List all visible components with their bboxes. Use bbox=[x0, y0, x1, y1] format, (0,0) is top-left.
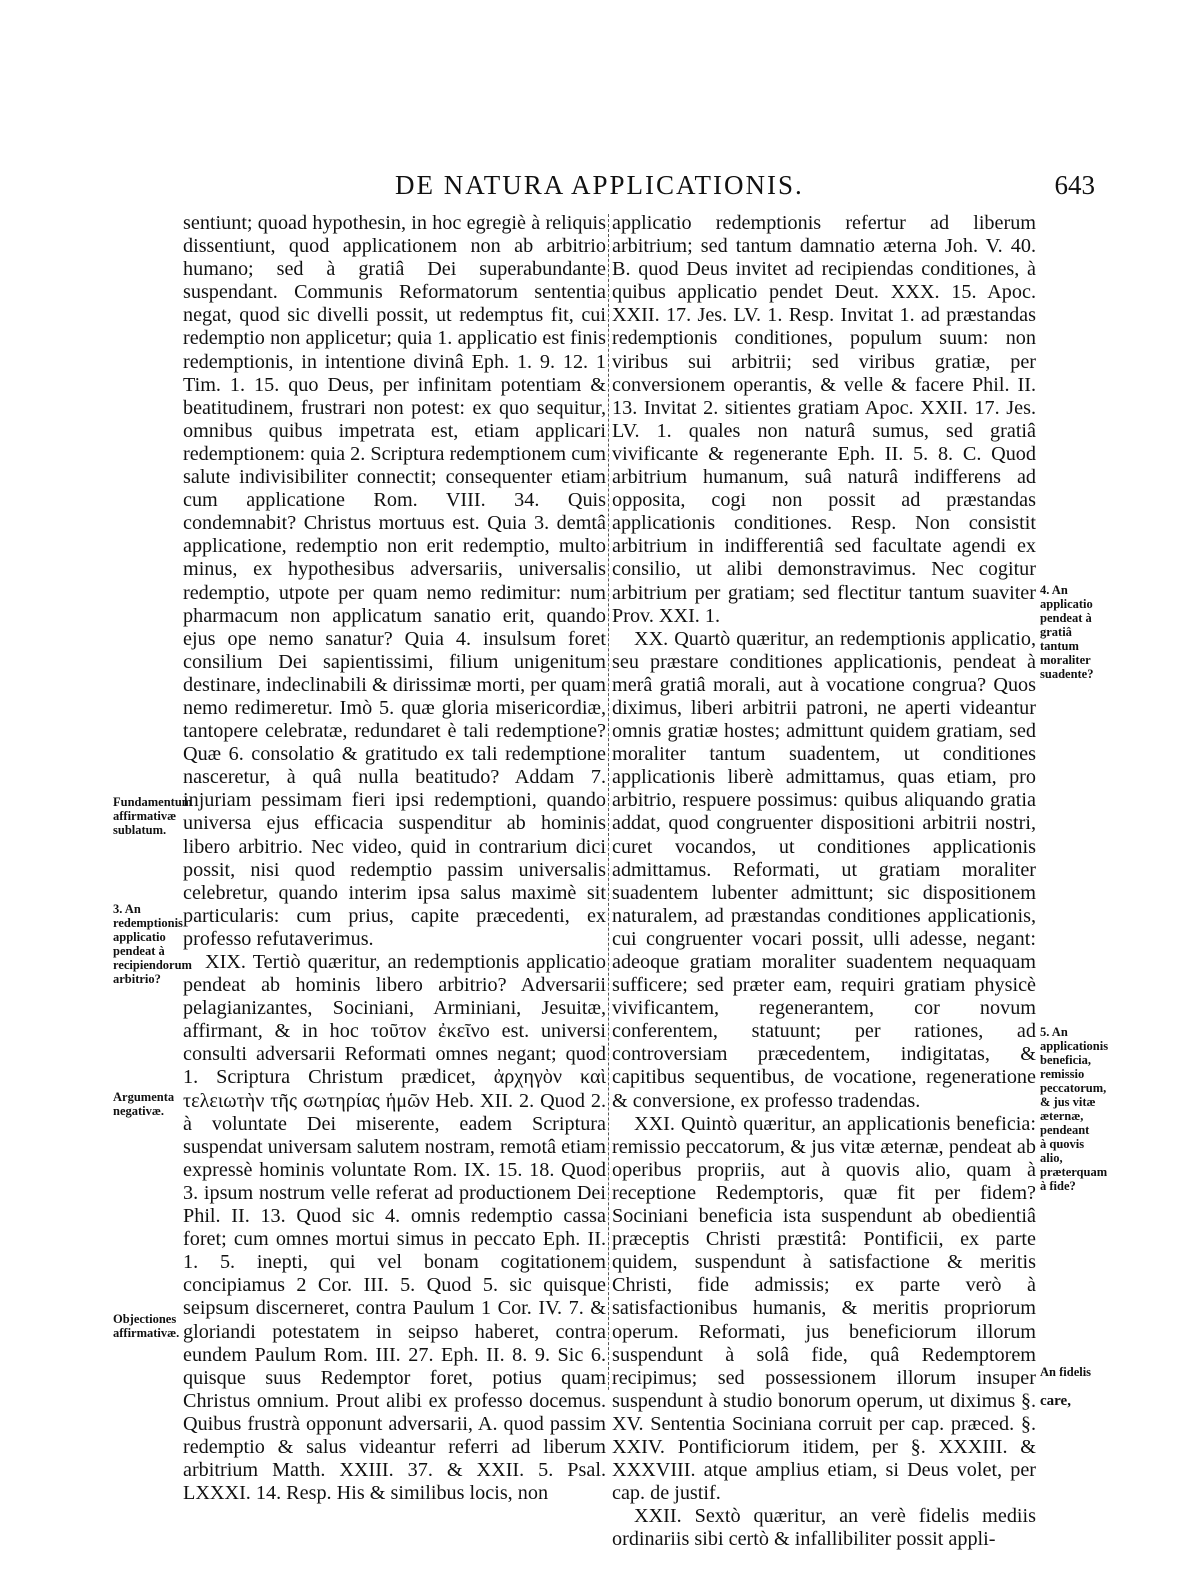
page-header bbox=[395, 170, 1095, 210]
body-paragraph: applicatio redemptionis refertur ad liberum arbitrium; sed tantum damnatio æterna Joh. V. 40. B. quod Deus invitet ad recipiendas conditiones, à quibus applicatio pendet Deut. XXX. 15. Apoc. XXII. 17. Jes. LV. 1. Resp. Invitat 1. ad præstandas redemptionis conditiones, populum suum: non viribus sui arbitrii; sed viribus gratiæ, per conversionem operantis, & velle & facere Phil. II. 13. Invitat 2. sitientes gratiam Apoc. XXII. 17. Jes. LV. 1. quales non naturâ sumus, sed gratiâ vivificante & regenerante Eph. II. 5. 8. C. Quod arbitrium humanum, suâ naturâ indifferens ad opposita, cogi non possit ad præstandas applicationis conditiones. Resp. Non consistit arbitrium in indifferentiâ sed facultate agendi ex consilio, ut alibi demonstravimus. Nec cogitur arbitrium per gratiam; sed flectitur tantum suaviter Prov. XXI. 1. bbox=[612, 212, 1036, 627]
body-paragraph: XXII. Sextò quæritur, an verè fidelis mediis ordinariis sibi certò & infallibiliter possit appli- bbox=[612, 1505, 1036, 1551]
body-paragraph: sentiunt; quoad hypothesin, in hoc egregiè à reliquis dissentiunt, quod applicationem non ab arbitrio humano; sed à gratiâ Dei superabundante suspendant. Communis Reformatorum sententia negat, quod sic divelli possit, ut redemptus fit, cui redemptio non applicetur; quia 1. applicatio est finis redemptionis, in intentione divinâ Eph. 1. 9. 12. 1 Tim. 1. 15. quo Deus, per infinitam potentiam & beatitudinem, frustrari non potest: ex quo sequitur, omnibus quibus impetrata est, etiam applicari redemptionem: quia 2. Scriptura redemptionem cum salute indivisibiliter connectit; consequenter etiam cum applicatione Rom. VIII. 34. Quis condemnabit? Christus mortuus est. Quia 3. demtâ applicatione, redemptio non erit redemptio, multo minus, ex hypothesibus adversariis, universalis redemptio, utpote per quam nemo redimitur: num pharmacum non applicatum sanatio erit, quando ejus ope nemo sanatur? Quia 4. insulsum foret consilium Dei sapientissimi, filium unigenitum destinare, indeclinabili & dirissimæ morti, per quam nemo redimeretur. Imò 5. quæ gloria misericordiæ, tantopere celebratæ, redundaret è tali redemptione? Quæ 6. consolatio & gratitudo ex tali redemptione nasceretur, à quâ nulla beatitudo? Addam 7. injuriam pessimam fieri ipsi redemptioni, quando universa ejus efficacia suspenditur ab hominis libero arbitrio. Nec video, quid in contrarium dici possit, nisi quod redemptio passim universalis celebretur, quando interim ipsa salus maximè sit particularis: cum prius, capite præcedenti, ex professo refutaverimus. bbox=[183, 212, 606, 950]
margin-note: An fidelis bbox=[1040, 1365, 1092, 1379]
catchword: care, bbox=[1040, 1393, 1071, 1409]
body-paragraph: XXI. Quintò quæritur, an applicationis beneficia: remissio peccatorum, & jus vitæ æternæ, pendeat ab operibus propriis, aut à quovis alio, quam à receptione Redemptoris, quæ fit per fidem? Sociniani beneficia ista suspendunt ab obedientiâ præceptis Christi præstitâ: Pontificii, ex parte quidem, suspendunt à satisfactione & meritis Christi, fide admissis; ex parte verò à satisfactionibus humanis, & meritis propriorum operum. Reformati, jus beneficiorum illorum suspendunt à solâ fide, quâ Redemptorem recipimus; sed possessionem illorum insuper suspendunt à studio bonorum operum, ut diximus §. XV. Sententia Sociniana corruit per cap. præced. §. XXIV. Pontificiorum itidem, per §. XXXIII. & XXXVIII. atque amplius etiam, si Deus volet, per cap. de justif. bbox=[612, 1112, 1036, 1505]
body-paragraph: XX. Quartò quæritur, an redemptionis applicatio, seu præstare conditiones applicationis, pendeat à merâ gratiâ morali, aut à vocatione congrua? Quos diximus, liberi arbitrii patroni, ne aperti videantur omnis gratiæ hostes; admittunt quidem gratiam, sed moraliter tantum suadentem, ut conditiones applicationis liberè admittamus, quas etiam, pro arbitrio, respuere possimus: quibus aliquando gratia addat, quod congruenter dispositioni arbitrii nostri, curet vocandos, ut conditiones applicationis admittamus. Reformati, ut gratiam moraliter suadentem lubenter admittunt; sic dispositionem naturalem, ad præstandas conditiones applicationis, cui congruenter vocari possit, ulli adesse, negant: adeoque gratiam moraliter suadentem nequaquam sufficere; sed præter eam, requiri gratiam physicè vivificantem, regenerantem, cor novum conferentem, statuunt; per rationes, ad controversiam præcedentem, indigitatas, & capitibus sequentibus, de vocatione, regeneratione & conversione, ex professo tradendas. bbox=[612, 627, 1036, 1112]
right-column bbox=[612, 212, 1036, 1551]
left-column bbox=[183, 212, 606, 1505]
margin-note: Fundamentum affirmativæ sublatum. bbox=[113, 795, 193, 837]
margin-note: 3. An redemptionis applicatio pendeat à recipiendorum arbitrio? bbox=[113, 902, 192, 986]
page-number: 643 bbox=[1054, 170, 1095, 200]
margin-note: Objectiones affirmativæ. bbox=[113, 1312, 180, 1340]
margin-note: Argumenta negativæ. bbox=[113, 1090, 175, 1118]
running-title: DE NATURA APPLICATIONIS. bbox=[395, 170, 804, 200]
margin-note: 4. An applicatio pendeat à gratiâ tantum moraliter suadente? bbox=[1040, 583, 1094, 681]
margin-note: 5. An applicationis beneficia, remissio peccatorum, & jus vitæ æternæ, pendeant à quovis alio, præterquam à fide? bbox=[1040, 1025, 1109, 1193]
body-paragraph: XIX. Tertiò quæritur, an redemptionis applicatio pendeat ab hominis libero arbitrio? Adversarii pelagianizantes, Sociniani, Arminiani, Jesuitæ, affirmant, & in hoc τοῦτον ἐκεῖνο est. universi consulti adversarii Reformati omnes negant; quod 1. Scriptura Christum prædicet, ἀρχηγὸν καὶ τελειωτὴν τῆς σωτηρίας ἡμῶν Heb. XII. 2. Quod 2. à voluntate Dei miserente, eadem Scriptura suspendat universam salutem nostram, remotâ etiam expressè hominis voluntate Rom. IX. 15. 18. Quod 3. ipsum nostrum velle referat ad productionem Dei Phil. II. 13. Quod sic 4. omnis redemptio cassa foret; cum omnes mortui simus in peccato Eph. II. 1. 5. inepti, qui vel bonam cogitationem concipiamus 2 Cor. III. 5. Quod 5. sic quisque seipsum discerneret, contra Paulum 1 Cor. IV. 7. & gloriandi potestatem in seipso haberet, contra eundem Paulum Rom. III. 27. Eph. II. 8. 9. Sic 6. quisque suus Redemptor foret, potius quam Christus omnium. Prout alibi ex professo docemus. Quibus frustrà opponunt adversarii, A. quod passim redemptio & salus videantur referri ad liberum arbitrium Matth. XXIII. 37. & XXII. 5. Psal. LXXXI. 14. Resp. His & similibus locis, non bbox=[183, 951, 606, 1505]
column-divider bbox=[608, 214, 609, 1390]
